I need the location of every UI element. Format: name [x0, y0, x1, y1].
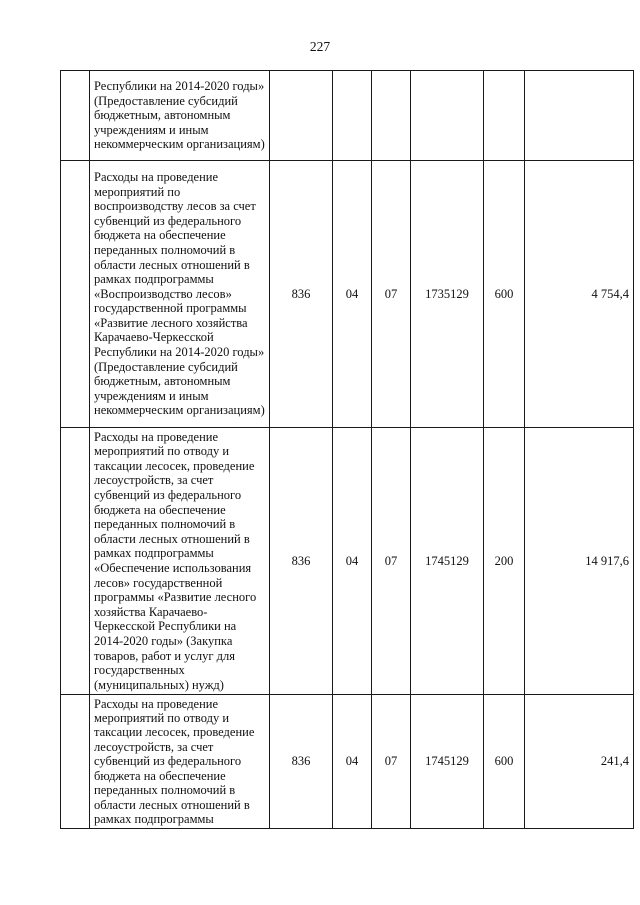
- expense-name-cell: Расходы на проведение мероприятий по отводу и таксации лесосек, проведение лесоустройств, за счет субвенций из федерального бюджета на обеспечение переданных полномочий в области лесных отношений в рамках подпрограммы: [90, 695, 270, 829]
- subsection-code-cell: [372, 71, 411, 161]
- row-index-cell: [61, 161, 90, 428]
- expense-type-cell: [484, 71, 525, 161]
- ministry-code-cell: [270, 71, 333, 161]
- expense-name-cell: Расходы на проведение мероприятий по отводу и таксации лесосек, проведение лесоустройств, за счет субвенций из федерального бюджета на обеспечение переданных полномочий в области лесных отношений в рамках подпрограммы «Обеспечение использования лесов» государственной программы «Развитие лесного хозяйства Карачаево-Черкесской Республики на 2014-2020 годы» (Закупка товаров, работ и услуг для государственных (муниципальных) нужд): [90, 428, 270, 695]
- table-row: [61, 695, 634, 829]
- section-code-cell: [333, 71, 372, 161]
- amount-cell: 4 754,4: [525, 161, 634, 428]
- subsection-code-cell: 07: [372, 428, 411, 695]
- expense-type-cell: 600: [484, 695, 525, 829]
- target-article-cell: 1735129: [411, 161, 484, 428]
- amount-cell: 241,4: [525, 695, 634, 829]
- target-article-cell: [411, 71, 484, 161]
- ministry-code-cell: 836: [270, 428, 333, 695]
- amount-cell: 14 917,6: [525, 428, 634, 695]
- page-number: 227: [309, 39, 331, 54]
- expense-name-cell: Республики на 2014-2020 годы» (Предоставление субсидий бюджетным, автономным учреждениям и иным некоммерческим организациям): [90, 71, 270, 161]
- amount-cell: [525, 71, 634, 161]
- row-index-cell: [61, 428, 90, 695]
- table-row: [61, 161, 634, 428]
- target-article-cell: 1745129: [411, 428, 484, 695]
- row-index-cell: [61, 71, 90, 161]
- expense-type-cell: 600: [484, 161, 525, 428]
- section-code-cell: 04: [333, 161, 372, 428]
- row-index-cell: [61, 695, 90, 829]
- ministry-code-cell: 836: [270, 695, 333, 829]
- expense-type-cell: 200: [484, 428, 525, 695]
- subsection-code-cell: 07: [372, 161, 411, 428]
- section-code-cell: 04: [333, 695, 372, 829]
- target-article-cell: 1745129: [411, 695, 484, 829]
- table-row: [61, 428, 634, 695]
- section-code-cell: 04: [333, 428, 372, 695]
- subsection-code-cell: 07: [372, 695, 411, 829]
- expense-name-cell: Расходы на проведение мероприятий по воспроизводству лесов за счет субвенций из федерального бюджета на обеспечение переданных полномочий в области лесных отношений в рамках подпрограммы «Воспроизводство лесов» государственной программы «Развитие лесного хозяйства Карачаево-Черкесской Республики на 2014-2020 годы» (Предоставление субсидий бюджетным, автономным учреждениям и иным некоммерческим организациям): [90, 161, 270, 428]
- table-row: [61, 71, 634, 161]
- ministry-code-cell: 836: [270, 161, 333, 428]
- budget-table: [60, 70, 634, 829]
